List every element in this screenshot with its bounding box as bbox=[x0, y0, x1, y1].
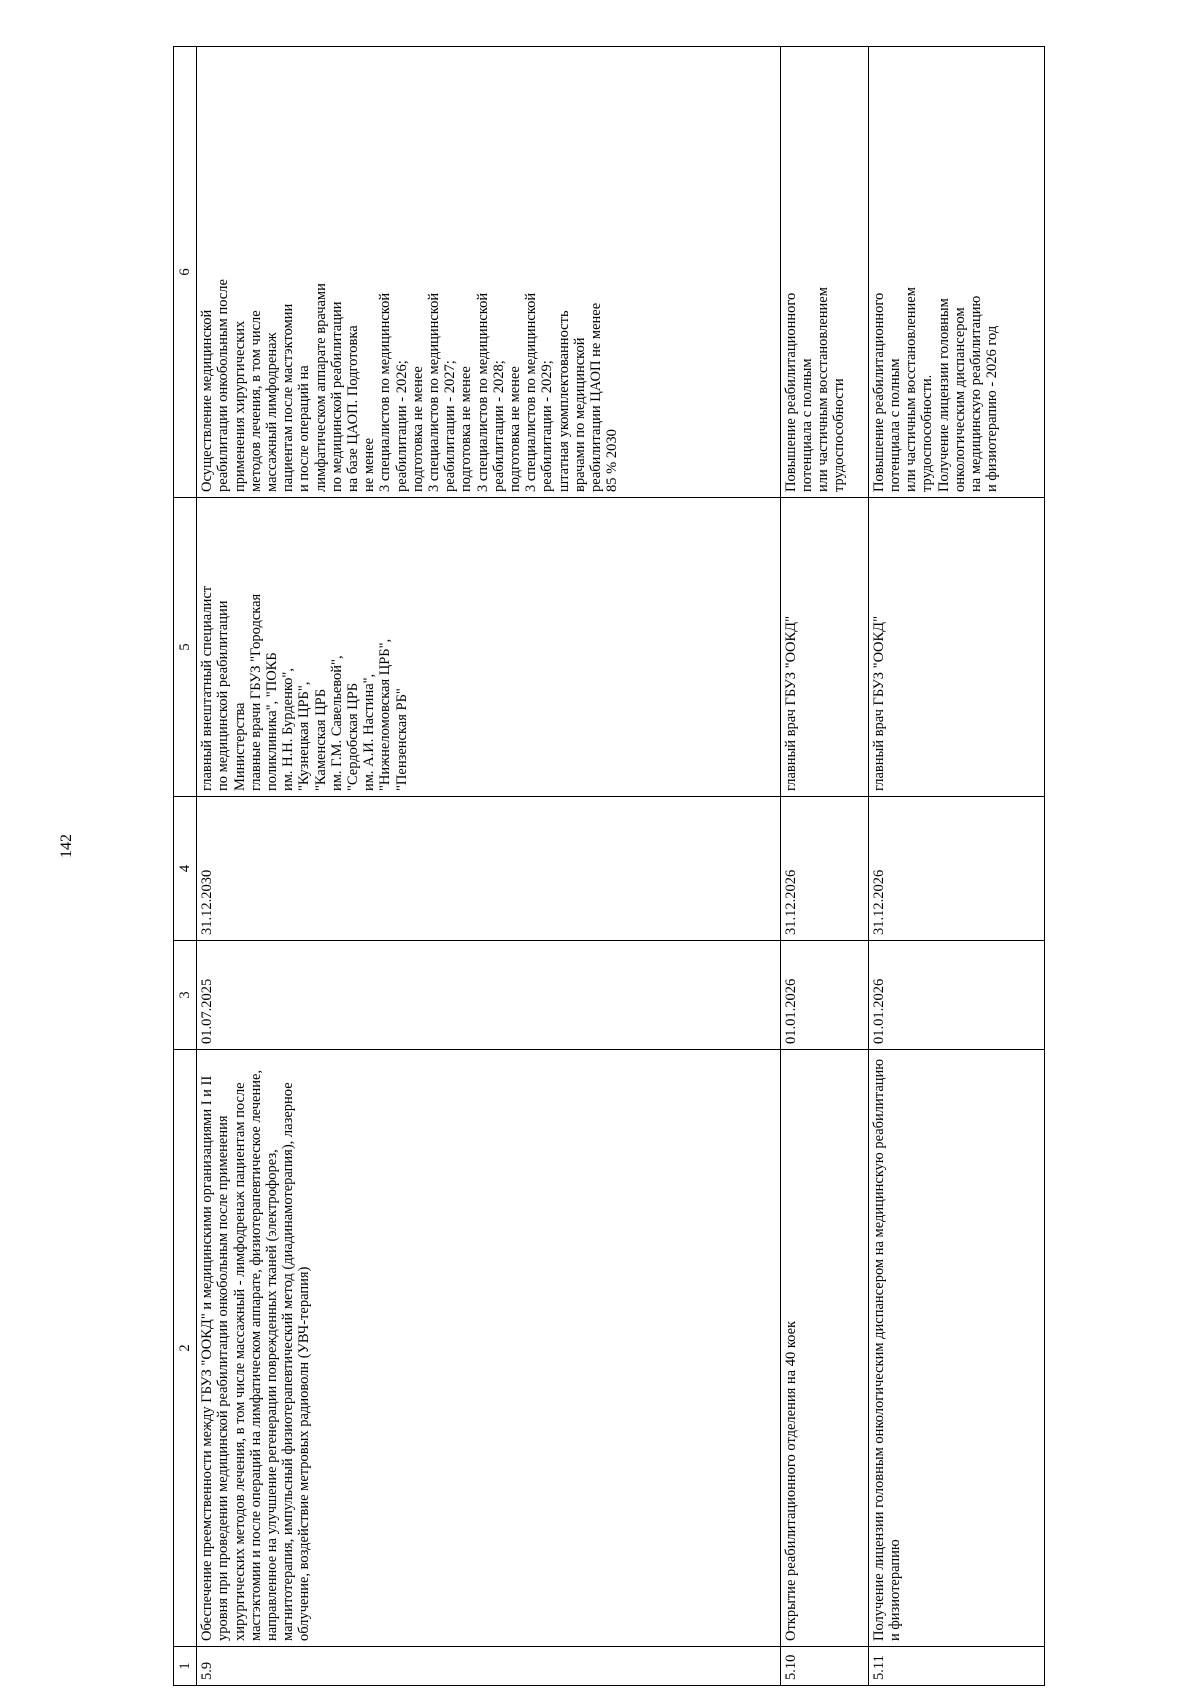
row-number: 5.9 bbox=[197, 1647, 781, 1686]
header-col-1: 1 bbox=[174, 1647, 197, 1686]
end-date: 31.12.2026 bbox=[868, 797, 1044, 941]
measure-description: Открытие реабилитационного отделения на 40 коек bbox=[780, 1050, 868, 1647]
row-number: 5.11 bbox=[868, 1647, 1044, 1686]
start-date: 01.01.2026 bbox=[780, 941, 868, 1050]
responsible-persons: главный внештатный специалист по медицинской реабилитации Министерства главные врачи ГБУЗ "Городская поликлиника", "ПОКБ им. Н.Н. Бурденко", "Кузнецкая ЦРБ", "Каменская ЦРБ им. Г.М. Савельевой", "Сердобская ЦРБ им. А.И. Настина", "Нижнеломовская ЦРБ", "Пензенская РБ" bbox=[197, 498, 781, 797]
table-row bbox=[197, 47, 781, 1686]
expected-result: Повышение реабилитационного потенциала с полным или частичным восстановлением трудоспособности bbox=[780, 47, 868, 498]
header-col-3: 3 bbox=[174, 941, 197, 1050]
expected-result: Повышение реабилитационного потенциала с полным или частичным восстановлением трудоспособности. Получение лицензии головным онкологическим диспансером на медицинскую реабилитацию и физиотерапию - 2026 год bbox=[868, 47, 1044, 498]
end-date: 31.12.2030 bbox=[197, 797, 781, 941]
row-number: 5.10 bbox=[780, 1647, 868, 1686]
rotated-table-container bbox=[173, 46, 1045, 1686]
start-date: 01.01.2026 bbox=[868, 941, 1044, 1050]
responsible-persons: главный врач ГБУЗ "ООКД" bbox=[780, 498, 868, 797]
table-row bbox=[780, 47, 868, 1686]
measure-description: Получение лицензии головным онкологическим диспансером на медицинскую реабилитацию и физиотерапию bbox=[868, 1050, 1044, 1647]
header-col-6: 6 bbox=[174, 47, 197, 498]
page-number: 142 bbox=[58, 834, 75, 858]
header-col-2: 2 bbox=[174, 1050, 197, 1647]
header-col-4: 4 bbox=[174, 797, 197, 941]
table-row bbox=[868, 47, 1044, 1686]
expected-result: Осуществление медицинской реабилитации онкобольным после применения хирургических методов лечения, в том числе массажный лимфодренаж пациентам после мастэктомии и после операций на лимфатическом аппарате врачами по медицинской реабилитации на базе ЦАОП. Подготовка не менее 3 специалистов по медицинской реабилитации - 2026; подготовка не менее 3 специалистов по медицинской реабилитации - 2027; подготовка не менее 3 специалистов по медицинской реабилитации - 2028; подготовка не менее 3 специалистов по медицинской реабилитации - 2029; штатная укомплектованность врачами по медицинской реабилитации ЦАОП не менее 85 % 2030 bbox=[197, 47, 781, 498]
end-date: 31.12.2026 bbox=[780, 797, 868, 941]
start-date: 01.07.2025 bbox=[197, 941, 781, 1050]
responsible-persons: главный врач ГБУЗ "ООКД" bbox=[868, 498, 1044, 797]
header-col-5: 5 bbox=[174, 498, 197, 797]
measures-table bbox=[173, 46, 1045, 1686]
measure-description: Обеспечение преемственности между ГБУЗ "ООКД" и медицинскими организациями I и II уровня при проведении медицинской реабилитации онкобольным после применения хирургических методов лечения, в том числе массажный - лимфодренаж пациентам после мастэктомии и после операций на лимфатическом аппарате, физиотерапевтическое лечение, направленное на улучшение регенерации поврежденных тканей (электрофорез, магнитотерапия, импульсный физиотерапевтический метод (диадинамотерапия), лазерное облучение, воздействие метровых радиоволн (УВЧ-терапия) bbox=[197, 1050, 781, 1647]
table-header-row bbox=[174, 47, 197, 1686]
